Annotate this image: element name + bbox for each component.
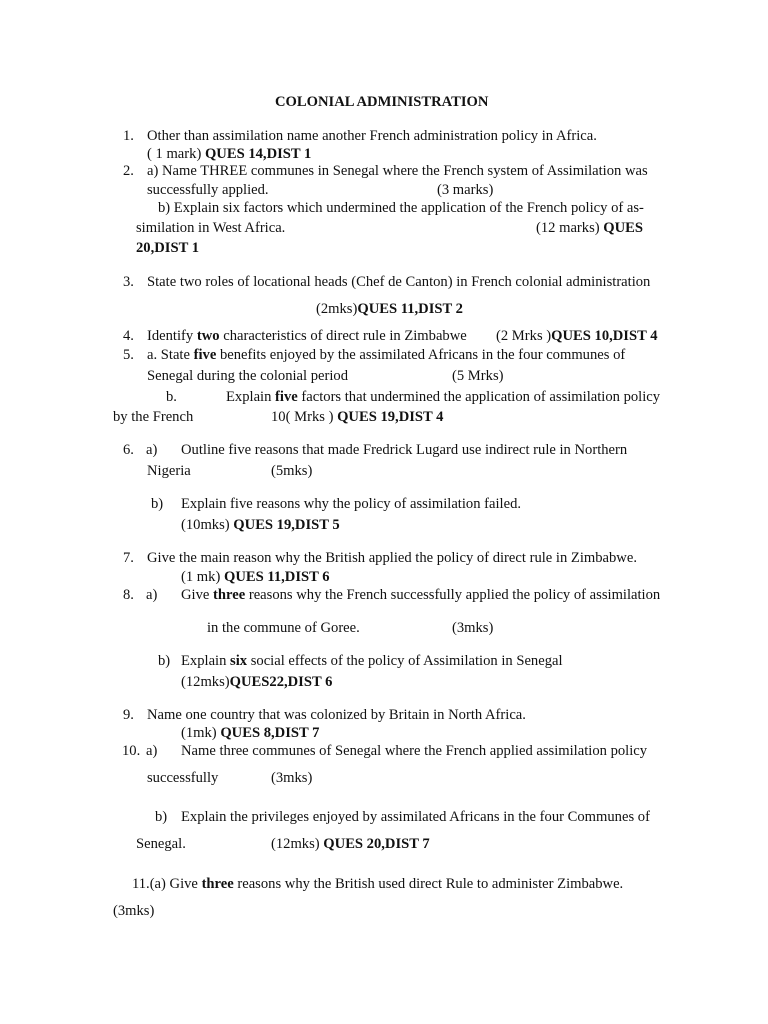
question-4-text: Identify two characteristics of direct rule in Zimbabwe (147, 328, 467, 344)
question-6b-label: b) (151, 496, 164, 512)
question-1-number: 1. (123, 128, 134, 144)
question-11-text: 11.(a) Give three reasons why the British used direct Rule to administer Zimbabwe. (132, 876, 624, 892)
question-7-text: Give the main reason why the British applied the policy of direct rule in Zimbabwe. (147, 550, 637, 566)
question-5-number: 5. (123, 347, 134, 363)
question-10a-marks: (3mks) (271, 770, 313, 786)
question-6a-label: a) (146, 442, 158, 458)
question-5a-text-cont: Senegal during the colonial period (147, 368, 349, 384)
question-8a-text: Give three reasons why the French successfully applied the policy of assimilation (181, 587, 661, 603)
question-2-number: 2. (123, 163, 134, 179)
question-5b-text: Explain five factors that undermined the application of assimilation policy (226, 389, 661, 405)
question-8-number: 8. (123, 587, 134, 603)
question-6a-text-cont: Nigeria (147, 463, 191, 479)
question-8b-label: b) (158, 653, 171, 669)
question-6-number: 6. (123, 442, 134, 458)
question-10b-marks: (12mks) QUES 20,DIST 7 (271, 836, 430, 852)
question-8a-text-cont: in the commune of Goree. (207, 620, 360, 636)
question-6a-marks: (5mks) (271, 463, 313, 479)
question-5a-marks: (5 Mrks) (452, 368, 504, 384)
question-2a-text-cont: successfully applied. (147, 182, 269, 198)
question-2b-text: b) Explain six factors which undermined the application of the French policy of as- (158, 200, 644, 216)
question-2b-text-cont: similation in West Africa. (136, 220, 286, 236)
question-9-number: 9. (123, 707, 134, 723)
question-2a-marks: (3 marks) (437, 182, 494, 198)
question-3-number: 3. (123, 274, 134, 290)
question-6b-marks: (10mks) QUES 19,DIST 5 (181, 517, 340, 533)
question-2a-text: a) Name THREE communes in Senegal where the French system of Assimilation was (147, 163, 648, 179)
question-5a-text: a. State five benefits enjoyed by the assimilated Africans in the four communes of (147, 347, 626, 363)
question-1-marks: ( 1 mark) QUES 14,DIST 1 (147, 146, 312, 162)
question-3-text: State two roles of locational heads (Chef de Canton) in French colonial administration (147, 274, 651, 290)
question-9-text: Name one country that was colonized by Britain in North Africa. (147, 707, 526, 723)
question-6b-text: Explain five reasons why the policy of assimilation failed. (181, 496, 522, 512)
question-5b-label: b. (166, 389, 177, 405)
question-4-number: 4. (123, 328, 134, 344)
question-10-number: 10. (122, 743, 141, 759)
question-10a-text: Name three communes of Senegal where the French applied assimilation policy (181, 743, 648, 759)
question-8b-marks: (12mks)QUES22,DIST 6 (181, 674, 333, 690)
question-10b-label: b) (155, 809, 168, 825)
question-7-marks: (1 mk) QUES 11,DIST 6 (181, 569, 330, 585)
question-3-marks: (2mks)QUES 11,DIST 2 (316, 301, 463, 317)
question-11-marks: (3mks) (113, 903, 155, 919)
question-5b-marks: 10( Mrks ) QUES 19,DIST 4 (271, 409, 444, 425)
question-2b-ref: 20,DIST 1 (136, 240, 199, 256)
question-10a-label: a) (146, 743, 158, 759)
question-8a-label: a) (146, 587, 158, 603)
question-2b-marks: (12 marks) QUES (536, 220, 644, 236)
question-10b-text: Explain the privileges enjoyed by assimilated Africans in the four Communes of (181, 809, 650, 825)
question-6a-text: Outline five reasons that made Fredrick Lugard use indirect rule in Northern (181, 442, 628, 458)
question-10b-text-cont: Senegal. (136, 836, 186, 852)
question-1-text: Other than assimilation name another French administration policy in Africa. (147, 128, 597, 144)
question-8a-marks: (3mks) (452, 620, 494, 636)
question-10a-text-cont: successfully (147, 770, 219, 786)
question-8b-text: Explain six social effects of the policy of Assimilation in Senegal (181, 653, 563, 669)
question-5b-text-cont: by the French (113, 409, 194, 425)
page-title: COLONIAL ADMINISTRATION (275, 94, 489, 110)
question-4-marks: (2 Mrks )QUES 10,DIST 4 (496, 328, 658, 344)
question-9-marks: (1mk) QUES 8,DIST 7 (181, 725, 320, 741)
question-7-number: 7. (123, 550, 134, 566)
